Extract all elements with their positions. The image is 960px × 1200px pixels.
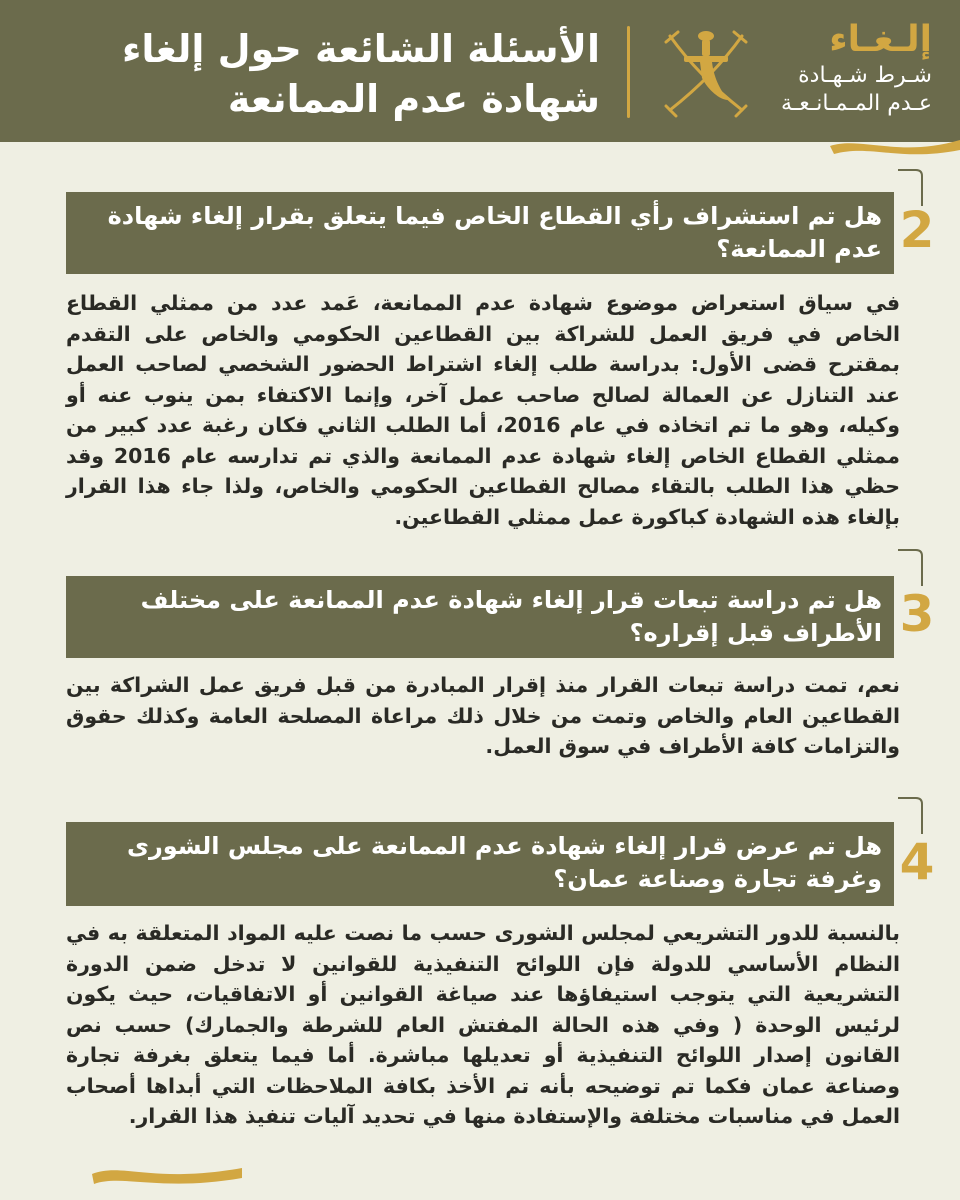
- section-4-connector: [896, 796, 936, 836]
- answer-text: في سياق استعراض موضوع شهادة عدم الممانعة، عَمد عدد من ممثلي القطاع الخاص في فريق العمل للشراكة بين القطاعين الحكومي والخاص على التقدم بمقترح قضى الأول: بدراسة طلب إلغاء اشتراط الحضور الشخصي لصاحب العمل عند التنازل عن العمالة لصالح صاحب عمل آخر، وإنما الاكتفاء بمن ينوب عنه أو وكيله، وهو ما تم اتخاذه في عام 2016، أما الطلب الثاني فكان رغبة عدد كبير من ممثلي القطاع الخاص إلغاء شهادة عدم الممانعة والذي تم تدارسه عام 2016 وقد حظي هذا الطلب بالتقاء مصالح القطاعين الحكومي والخاص، ولذا جاء هذا القرار بإلغاء هذه الشهادة كباكورة عمل ممثلي القطاعين.: [66, 291, 900, 529]
- brand-logo: [732, 18, 932, 118]
- section-3-connector: [896, 548, 936, 588]
- header-banner: [0, 0, 960, 142]
- ribbon-decoration-icon: [830, 136, 960, 158]
- section-number: 3: [899, 585, 935, 643]
- page-title: [40, 24, 600, 124]
- header-divider: [627, 26, 630, 118]
- question-box: [66, 192, 894, 274]
- page-title-line-2: شهادة عدم الممانعة: [227, 77, 600, 121]
- brand-subtitle-line-1: شـرط شـهـادة: [798, 63, 932, 88]
- brand-subtitle-line-2: عـدم المـمـانـعـة: [780, 91, 932, 116]
- answer-text: نعم، تمت دراسة تبعات القرار منذ إقرار المبادرة من قبل فريق عمل الشراكة بين القطاعين العام والخاص وتمت من خلال ذلك مراعاة المصلحة العامة وكذلك حقوق والتزامات كافة الأطراف في سوق العمل.: [66, 673, 900, 758]
- answer-text: بالنسبة للدور التشريعي لمجلس الشورى حسب ما نصت عليه المواد المتعلقة به في النظام الأساسي للدولة فإن اللوائح التنفيذية للقوانين لا تدخل ضمن الدورة التشريعية التي يتوجب استيفاؤها عند صياغة القوانين أو الاتفاقيات، حيث يكون لرئيس الوحدة ( وفي هذه الحالة المفتش العام للشرطة والجمارك) حسب نص القانون إصدار اللوائح التنفيذية أو تعديلها مباشرة. أما فيما يتعلق بغرفة تجارة وصناعة عمان فكما تم توضيحه بأنه تم الأخذ بكافة الملاحظات التي أبداها أصحاب العمل في مناسبات مختلفة والإستفادة منها في تحديد آليات تنفيذ هذا القرار.: [66, 921, 900, 1128]
- question-text: هل تم دراسة تبعات قرار إلغاء شهادة عدم الممانعة على مختلف الأطراف قبل إقراره؟: [140, 586, 882, 647]
- question-box: [66, 822, 894, 906]
- section-number: 2: [899, 201, 935, 259]
- brand-title: إلـغـاء: [829, 19, 932, 60]
- ribbon-decoration-bottom-icon: [92, 1160, 242, 1188]
- question-box: [66, 576, 894, 658]
- question-text: هل تم استشراف رأي القطاع الخاص فيما يتعلق بقرار إلغاء شهادة عدم الممانعة؟: [107, 202, 882, 263]
- page-title-line-1: الأسئلة الشائعة حول إلغاء: [121, 27, 600, 71]
- question-text: هل تم عرض قرار إلغاء شهادة عدم الممانعة على مجلس الشورى وغرفة تجارة وصناعة عمان؟: [126, 832, 882, 893]
- section-number: 4: [899, 833, 935, 891]
